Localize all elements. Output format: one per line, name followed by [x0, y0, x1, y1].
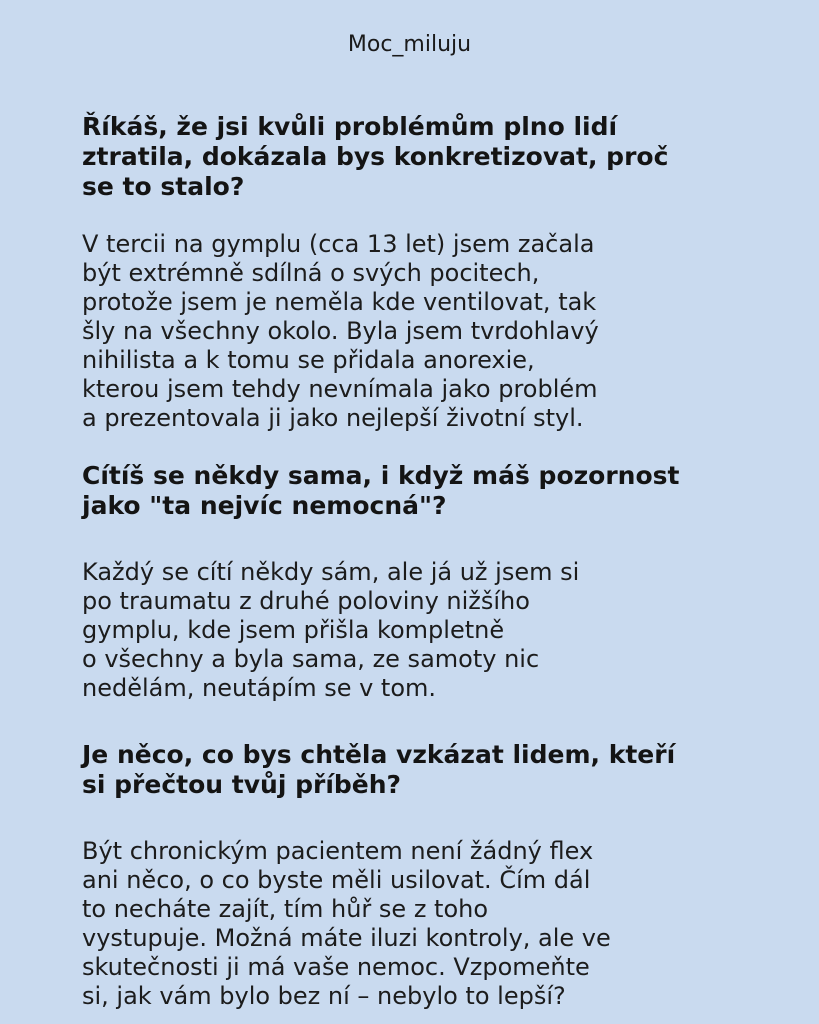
- answer-2: Každý se cítí někdy sám, ale já už jsem si po traumatu z druhé poloviny nižšího gymplu, kde jsem přišla kompletně o všechny a byla sama, ze samoty nic nedělám, neutápím se v tom.: [82, 558, 580, 702]
- account-handle: Moc_miluju: [347, 32, 472, 57]
- answer-3: Být chronickým pacientem není žádný flex ani něco, o co byste měli usilovat. Čím dál to necháte zajít, tím hůř se z toho vystupuje. Možná máte iluzi kontroly, ale ve skutečnosti ji má vaše nemoc. Vzpomeňte si, jak vám bylo bez ní – nebylo to lepší?: [82, 837, 611, 1010]
- answer-1: V tercii na gymplu (cca 13 let) jsem začala být extrémně sdílná o svých pocitech, protože jsem je neměla kde ventilovat, tak šly na všechny okolo. Byla jsem tvrdohlavý nihilista a k tomu se přidala anorexie, kterou jsem tehdy nevnímala jako problém a prezentovala ji jako nejlepší životní styl.: [82, 230, 599, 432]
- question-2: Cítíš se někdy sama, i když máš pozornost jako "ta nejvíc nemocná"?: [82, 461, 680, 520]
- interview-content: [82, 112, 742, 1011]
- question-1: Říkáš, že jsi kvůli problémům plno lidí ztratila, dokázala bys konkretizovat, proč se to stalo?: [82, 112, 669, 201]
- question-3: Je něco, co bys chtěla vzkázat lidem, kteří si přečtou tvůj příběh?: [82, 740, 676, 799]
